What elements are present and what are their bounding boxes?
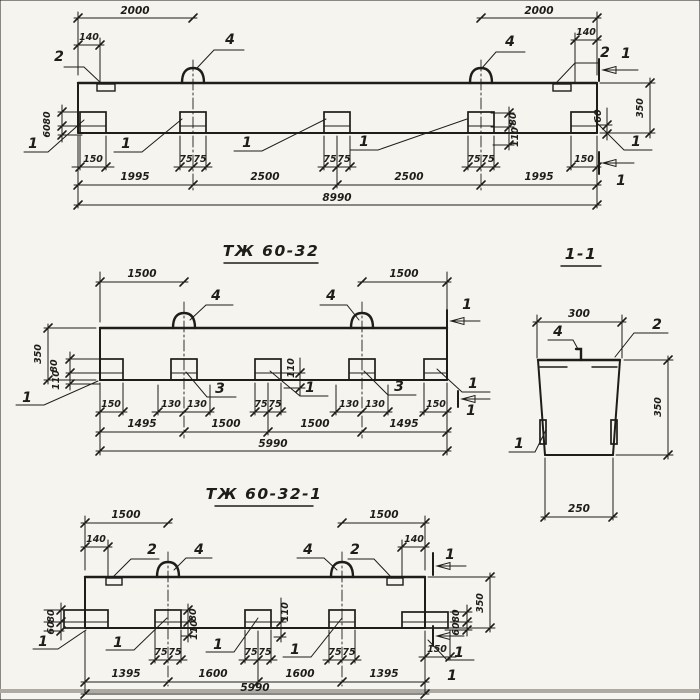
leader-lines xyxy=(24,50,652,152)
dim-ticks xyxy=(533,318,672,521)
variant-b-texts xyxy=(38,509,486,694)
dim-total: 5990 xyxy=(240,682,270,694)
dim-height: 350 xyxy=(653,397,664,417)
dim-loop-offset-right: 1500 xyxy=(389,268,419,280)
section-cut-label-top: 1 xyxy=(462,297,472,313)
dim-segment-1: 1395 xyxy=(111,668,141,680)
weld-tab xyxy=(576,349,581,360)
variant-b-title: ТЖ 60-32-1 xyxy=(205,485,323,503)
dim-130: 130 xyxy=(365,399,385,410)
item1-label: 1 xyxy=(468,376,478,392)
item1-label: 1 xyxy=(113,635,123,651)
embedded-plate xyxy=(106,578,403,585)
dim-130: 130 xyxy=(339,399,359,410)
item3-label: 3 xyxy=(394,379,404,395)
item2-label-left: 2 xyxy=(147,542,157,558)
section-body xyxy=(538,349,620,455)
variant-a-view xyxy=(16,242,490,455)
dim-height: 350 xyxy=(635,98,646,118)
dim-h110: 110 xyxy=(51,370,62,390)
item2-label-right: 2 xyxy=(350,542,360,558)
item2-label-left: 2 xyxy=(54,49,64,65)
dim-75: 75 xyxy=(179,154,193,165)
dim-segment-1: 1495 xyxy=(127,418,157,430)
lifting-loop xyxy=(182,68,492,83)
dim-h60-left: 60 xyxy=(42,124,53,138)
dim-segment-4: 1995 xyxy=(524,171,554,183)
dim-75: 75 xyxy=(337,154,351,165)
dim-75: 75 xyxy=(154,647,168,658)
lifting-loop xyxy=(173,313,373,328)
item4-label-left: 4 xyxy=(211,288,221,304)
dim-h80-left: 80 xyxy=(42,111,53,125)
dim-75: 75 xyxy=(481,154,495,165)
dim-segment-2: 2500 xyxy=(250,171,280,183)
embedded-plate xyxy=(97,84,571,91)
dim-75: 75 xyxy=(244,647,258,658)
section-cut-label-bottom: 1 xyxy=(447,668,457,684)
dim-plate-offset-left: 140 xyxy=(86,534,106,545)
lifting-loop xyxy=(157,562,353,577)
item1-label: 1 xyxy=(28,136,38,152)
dim-loop-offset-right: 1500 xyxy=(369,509,399,521)
dim-total: 5990 xyxy=(258,438,288,450)
leader-lines xyxy=(509,333,668,452)
dim-75: 75 xyxy=(467,154,481,165)
dim-75: 75 xyxy=(168,647,182,658)
centerlines xyxy=(193,60,481,190)
item1-label-left: 1 xyxy=(38,634,48,650)
dim-h80: 80 xyxy=(49,359,60,373)
dim-h110-lug3: 110 xyxy=(280,602,291,622)
item2-label-right: 2 xyxy=(600,45,610,61)
dim-h60-left: 60 xyxy=(46,621,57,635)
dim-end-plate-right: 150 xyxy=(427,644,447,655)
dim-segment-4: 1395 xyxy=(369,668,399,680)
dim-h80-right: 80 xyxy=(451,609,462,623)
item4-label-right: 4 xyxy=(303,542,313,558)
dim-130: 130 xyxy=(187,399,207,410)
dim-segment-2: 1500 xyxy=(211,418,241,430)
scan-artifact-band xyxy=(0,689,700,693)
item1-label-right: 1 xyxy=(454,645,464,661)
beam-outline xyxy=(100,328,447,380)
item1-label: 1 xyxy=(290,642,300,658)
dim-130: 130 xyxy=(161,399,181,410)
dim-end-plate-right: 150 xyxy=(574,154,594,165)
variant-a-title: ТЖ 60-32 xyxy=(222,242,320,260)
dim-end-plate-left: 150 xyxy=(101,399,121,410)
dim-75: 75 xyxy=(268,399,282,410)
dim-loop-offset-left: 2000 xyxy=(120,5,150,17)
lug xyxy=(64,610,448,628)
item4-label-left: 4 xyxy=(225,32,235,48)
dim-end-plate-left: 150 xyxy=(83,154,103,165)
dim-h60-right: 60 xyxy=(593,109,604,123)
section-cut-label-top: 1 xyxy=(621,46,631,62)
item1-label: 1 xyxy=(242,135,252,151)
dim-75: 75 xyxy=(254,399,268,410)
item1-label: 1 xyxy=(305,380,315,396)
item1-label: 1 xyxy=(631,134,641,150)
dim-segment-2: 1600 xyxy=(198,668,228,680)
dim-top-width: 300 xyxy=(568,308,590,320)
beam-outline xyxy=(85,577,425,628)
item4-label: 4 xyxy=(553,324,563,340)
section-title: 1-1 xyxy=(564,245,598,263)
lug xyxy=(100,359,447,380)
dim-height: 350 xyxy=(33,344,44,364)
dim-total: 8990 xyxy=(322,192,352,204)
dim-h80-lug4: 80 xyxy=(508,112,519,126)
variant-b-view xyxy=(33,485,495,698)
dim-h60-right: 60 xyxy=(451,622,462,636)
item1-label-left: 1 xyxy=(22,390,32,406)
section-cut-label-bottom: 1 xyxy=(616,173,626,189)
top-view xyxy=(24,5,655,209)
dimension-lines xyxy=(533,315,673,521)
section-view xyxy=(509,245,673,521)
leader-lines xyxy=(16,305,490,405)
item4-label-right: 4 xyxy=(326,288,336,304)
dim-h110-lug3: 110 xyxy=(286,358,297,378)
item1-label: 1 xyxy=(213,637,223,653)
dim-loop-offset-left: 1500 xyxy=(111,509,141,521)
dim-75: 75 xyxy=(328,647,342,658)
dim-plate-offset-left: 140 xyxy=(79,32,99,43)
item3-label: 3 xyxy=(215,381,225,397)
leader-lines xyxy=(33,558,474,660)
section-cut-marks xyxy=(599,59,638,174)
dim-loop-offset-right: 2000 xyxy=(524,5,554,17)
item1-label: 1 xyxy=(121,136,131,152)
dim-75: 75 xyxy=(342,647,356,658)
section-cut-label-bottom: 1 xyxy=(466,403,476,419)
dim-segment-4: 1495 xyxy=(389,418,419,430)
dim-segment-3: 2500 xyxy=(394,171,424,183)
dim-plate-offset-right: 140 xyxy=(576,27,596,38)
dim-plate-offset-right: 140 xyxy=(404,534,424,545)
dim-75: 75 xyxy=(258,647,272,658)
dim-h80-left: 80 xyxy=(46,609,57,623)
dim-75: 75 xyxy=(193,154,207,165)
dim-h80-lug2: 80 xyxy=(188,608,199,622)
dim-bottom-width: 250 xyxy=(568,503,590,515)
item1-label: 1 xyxy=(359,134,369,150)
item2-label: 2 xyxy=(652,317,662,333)
item4-label-right: 4 xyxy=(505,34,515,50)
dim-h110-lug4: 110 xyxy=(510,127,521,147)
item1-label: 1 xyxy=(514,436,524,452)
dim-segment-3: 1500 xyxy=(300,418,330,430)
dim-segment-1: 1995 xyxy=(120,171,150,183)
dim-loop-offset-left: 1500 xyxy=(127,268,157,280)
dim-end-plate-right: 150 xyxy=(426,399,446,410)
section-cut-label-top: 1 xyxy=(445,547,455,563)
item4-label-left: 4 xyxy=(194,542,204,558)
dim-segment-3: 1600 xyxy=(285,668,315,680)
dim-height: 350 xyxy=(475,593,486,613)
dim-h110-lug2: 110 xyxy=(189,620,200,640)
dim-75: 75 xyxy=(323,154,337,165)
